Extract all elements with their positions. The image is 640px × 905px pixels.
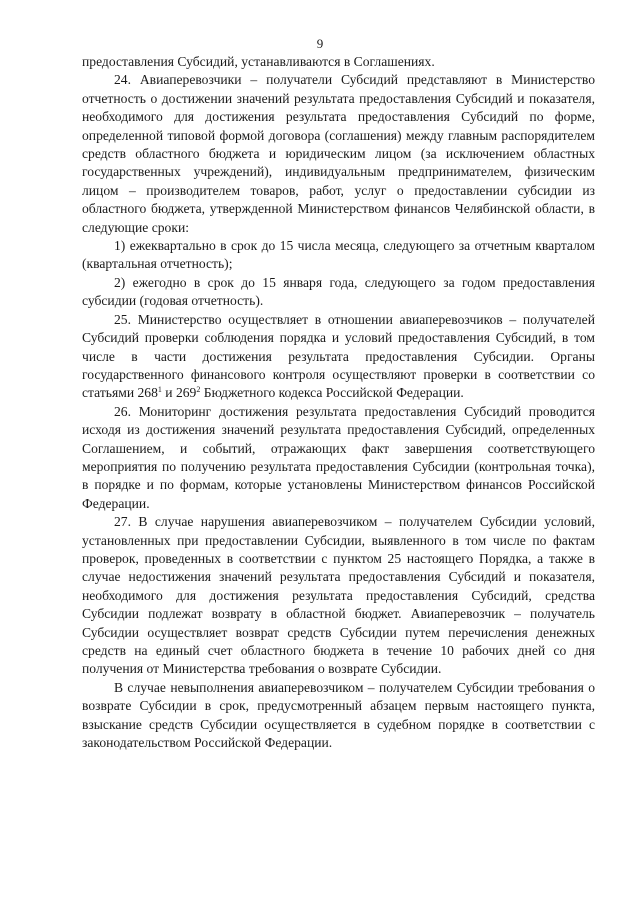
article-268-superscript: 1 — [157, 385, 162, 395]
paragraph-25 — [82, 311, 595, 403]
page-number: 9 — [316, 36, 324, 51]
paragraph-25-text: 25. Министерство осуществляет в отношении авиаперевозчиков – получателей Субсидий проверки соблюдения порядка и условий предоставления Субсидий, в том числе в части достижения результата предоставления Субсидии. Органы государственного финансового контроля осуществляют проверки в соответствии со статьями 268 — [82, 311, 595, 401]
paragraph-26: 26. Мониторинг достижения результата предоставления Субсидий проводится исходя из достижения значений результата предоставления Субсидий, определенных Соглашением, и событий, отражающих факт завершения соответствующего мероприятия по получению результата предоставления Субсидии (контрольная точка), в порядке и по формам, которые установлены Министерством финансов Российской Федерации. — [82, 403, 595, 511]
paragraph-27-second: В случае невыполнения авиаперевозчиком – получателем Субсидии требования о возврате Субсидии в срок, предусмотренный абзацем первым настоящего пункта, взыскание средств Субсидии осуществляется в судебном порядке в соответствии с законодательством Российской Федерации. — [82, 679, 595, 751]
paragraph-25-text-mid: и 269 — [161, 385, 197, 401]
paragraph-24: 24. Авиаперевозчики – получатели Субсидий представляют в Министерство отчетность о достижении значений результата предоставления Субсидий и показателя, необходимого для достижения результата предоставления Субсидий по форме, определенной типовой формой договора (соглашения) между главным распорядителем средств областного бюджета и юридическим лицом (за исключением областных государственных учреждений), индивидуальным предпринимателем, физическим лицом – производителем товаров, работ, услуг о предоставлении субсидии из областного бюджета, утвержденной Министерством финансов Челябинской области, в следующие сроки: — [82, 72, 595, 235]
list-item-quarterly: 1) ежеквартально в срок до 15 числа месяца, следующего за отчетным кварталом (квартальная отчетность); — [82, 238, 595, 272]
article-269-superscript: 2 — [196, 385, 201, 395]
document-body — [82, 53, 595, 752]
paragraph-27: 27. В случае нарушения авиаперевозчиком – получателем Субсидии условий, установленных при предоставлении Субсидии, выявленного в том числе по фактам проверок, проведенных в соответствии с пунктом 25 настоящего Порядка, а также в случае недостижения значений результата предоставления Субсидий и показателя, необходимого для достижения результата предоставления Субсидий, средства Субсидии подлежат возврату в областной бюджет. Авиаперевозчик – получатель Субсидии осуществляет возврат средств Субсидии путем перечисления денежных средств на единый счет областного бюджета в течение 10 рабочих дней со дня получения от Министерства требования о возврате Субсидии. — [82, 514, 595, 677]
paragraph-25-text-end: Бюджетного кодекса Российской Федерации. — [200, 385, 464, 401]
paragraph-continuation: предоставления Субсидий, устанавливаются в Соглашениях. — [82, 54, 435, 69]
list-item-annual: 2) ежегодно в срок до 15 января года, следующего за годом предоставления субсидии (годовая отчетность). — [82, 274, 595, 309]
